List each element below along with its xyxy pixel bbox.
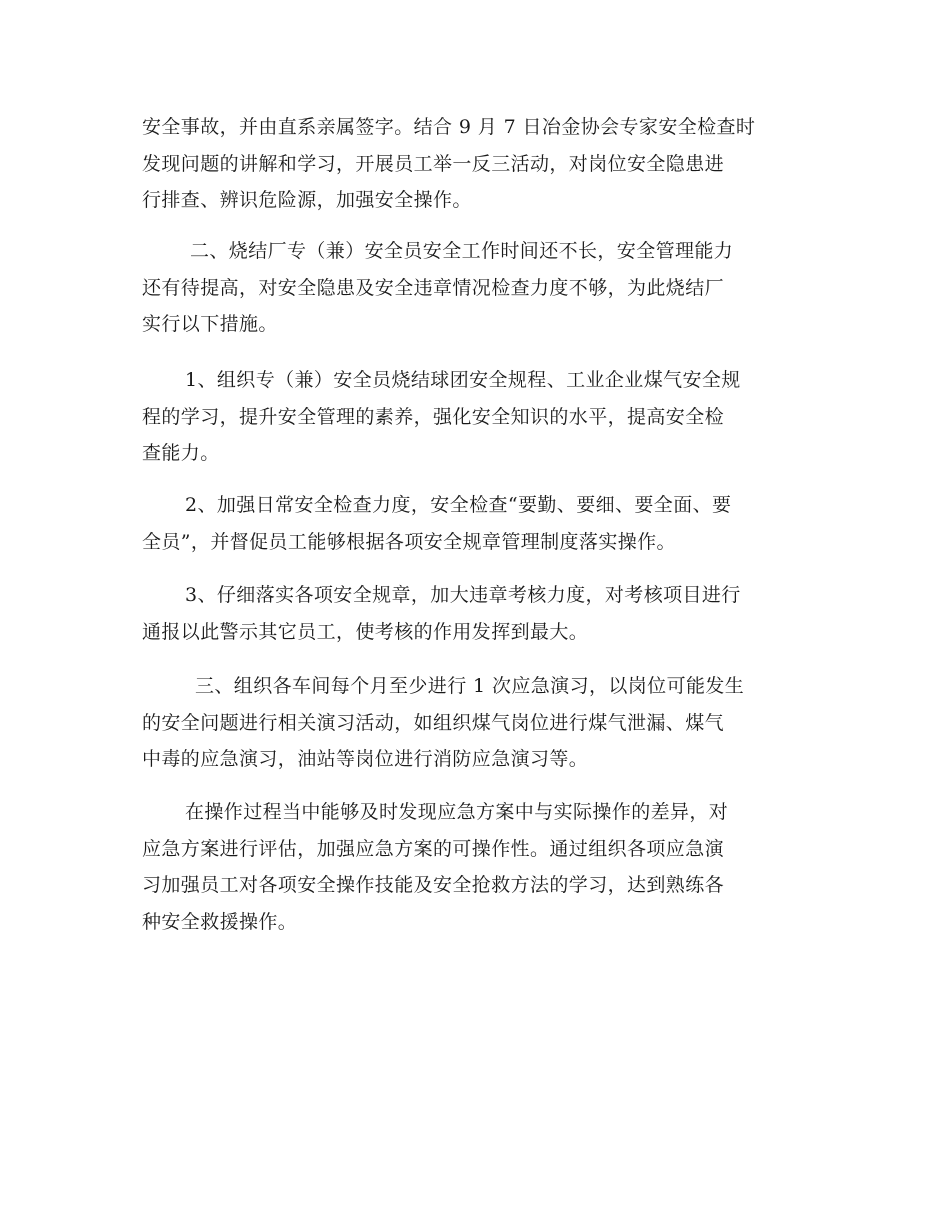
paragraph-item-1 [185, 362, 810, 399]
text-line: 习加强员工对各项安全操作技能及安全抢救方法的学习，达到熟练各 [142, 874, 725, 896]
text-line: 3、仔细落实各项安全规章，加大违章考核力度，对考核项目进行 [185, 584, 741, 606]
text-line: 发现问题的讲解和学习，开展员工举一反三活动，对岗位安全隐患进 [142, 152, 725, 175]
paragraph-operation [185, 794, 810, 831]
paragraph [142, 831, 807, 941]
text-line: 1、组织专（兼）安全员烧结球团安全规程、工业企业煤气安全规 [185, 369, 741, 391]
text-line: 还有待提高，对安全隐患及安全违章情况检查力度不够，为此烧结厂 [142, 276, 725, 299]
paragraph [185, 577, 810, 614]
text-line: 二、烧结厂专（兼）安全员安全工作时间还不长，安全管理能力 [190, 240, 734, 262]
paragraph [142, 270, 807, 343]
text-line: 种安全救援操作。 [142, 910, 298, 933]
paragraph-item-3-cont [142, 614, 807, 651]
text-line: 安全事故，并由直系亲属签字。结合 9 月 7 日冶金协会专家安全检查时 [142, 116, 756, 138]
text-line: 应急方案进行评估，加强应急方案的可操作性。通过组织各项应急演 [142, 837, 725, 860]
text-line: 2、加强日常安全检查力度，安全检查“要勤、要细、要全面、要 [185, 494, 732, 516]
paragraph-item-3 [185, 577, 810, 614]
text-line: 三、组织各车间每个月至少进行 1 次应急演习，以岗位可能发生 [195, 675, 745, 697]
text-line: 通报以此警示其它员工，使考核的作用发挥到最大。 [142, 620, 589, 643]
paragraph [185, 487, 810, 524]
paragraph [195, 668, 810, 705]
paragraph [142, 524, 807, 561]
text-line: 程的学习，提升安全管理的素养，强化安全知识的水平，提高安全检 [142, 405, 725, 428]
paragraph-section-two-cont [142, 270, 807, 343]
paragraph [190, 233, 810, 270]
paragraph [185, 794, 810, 831]
paragraph-operation-cont [142, 831, 807, 941]
text-line: 查能力。 [142, 442, 220, 464]
paragraph-section-three [195, 668, 810, 705]
paragraph [142, 705, 807, 778]
text-line: 实行以下措施。 [142, 313, 278, 335]
text-line: 在操作过程当中能够及时发现应急方案中与实际操作的差异，对 [185, 801, 729, 823]
paragraph-continuation [142, 109, 807, 219]
paragraph-item-1-cont [142, 399, 807, 472]
paragraph [142, 614, 807, 651]
paragraph-item-2 [185, 487, 810, 524]
paragraph-section-two [190, 233, 810, 270]
text-line: 行排查、辨识危险源，加强安全操作。 [142, 189, 472, 211]
paragraph-item-2-cont [142, 524, 807, 561]
paragraph [142, 399, 807, 472]
paragraph [185, 362, 810, 399]
text-line: 中毒的应急演习，油站等岗位进行消防应急演习等。 [142, 748, 589, 770]
paragraph [142, 109, 807, 219]
text-line: 全员”，并督促员工能够根据各项安全规章管理制度落实操作。 [142, 530, 676, 553]
text-line: 的安全问题进行相关演习活动，如组织煤气岗位进行煤气泄漏、煤气 [142, 711, 725, 734]
paragraph-section-three-cont [142, 705, 807, 778]
